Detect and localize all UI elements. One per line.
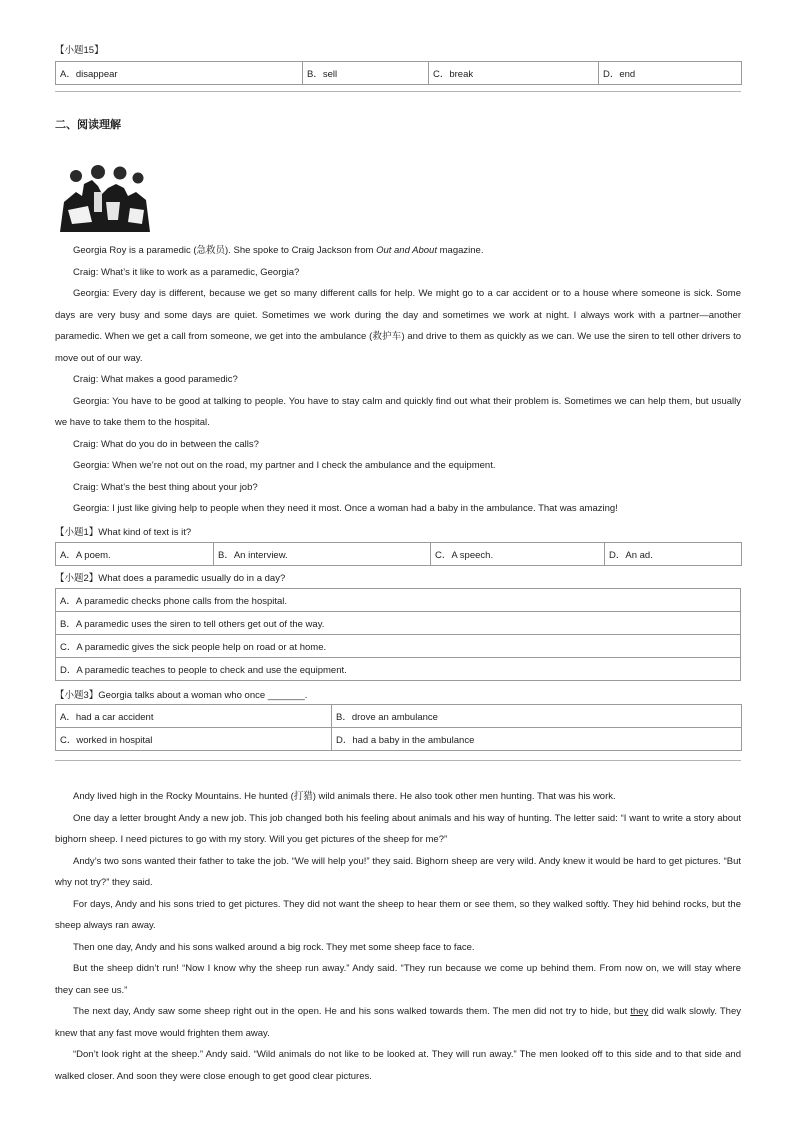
q15-option-b[interactable]: B．sell xyxy=(303,62,429,85)
paragraph: For days, Andy and his sons tried to get pictures. They did not want the sheep to hear them or see them, so they walked softly. They hid behind rocks, but the sheep always ran away. xyxy=(55,898,741,931)
q2-option-a[interactable]: A．A paramedic checks phone calls from the hospital. xyxy=(56,589,741,612)
paragraph: The next day, Andy saw some sheep right out in the open. He and his sons walked towards them. The men did not try to hide, but they did walk slowly. They knew that any fast move would frighten them away. xyxy=(55,1006,741,1039)
magazine-name: Out and About xyxy=(376,245,437,256)
dialogue-line: Craig: What makes a good paramedic? xyxy=(73,374,238,385)
q3-option-a[interactable]: A．had a car accident xyxy=(56,705,332,728)
q15-option-c[interactable]: C．break xyxy=(429,62,599,85)
dialogue-line: Craig: What’s the best thing about your job? xyxy=(73,481,258,493)
divider xyxy=(55,760,741,761)
paragraph: Andy’s two sons wanted their father to take the job. “We will help you!” they said. Bighorn sheep are very wild. Andy knew it would be hard to get pictures. “But why not try?” they said. xyxy=(55,855,741,888)
q3-option-c[interactable]: C．worked in hospital xyxy=(56,728,332,751)
paragraph: One day a letter brought Andy a new job. This job changed both his feeling about animals and his way of hunting. The letter said: “I want to write a story about bighorn sheep. I need pictures to go with my story. Will you get pictures of the sheep for me?” xyxy=(55,812,741,845)
q2-option-c[interactable]: C．A paramedic gives the sick people help on road or at home. xyxy=(56,635,741,658)
intro-text-a: Georgia Roy is a paramedic (急救员). She spoke to Craig Jackson from xyxy=(73,245,377,256)
paragraph: “Don’t look right at the sheep.” Andy said. “Wild animals do not like to be looked at. They will run away.” The men looked off to this side and to that side and walked closer. And soon they were close enough to get good clear pictures. xyxy=(55,1049,741,1082)
q3-options-table xyxy=(55,704,742,751)
section-title: 二、阅读理解 xyxy=(55,119,121,131)
passage2 xyxy=(55,786,741,1087)
q15-label: 【小题15】 xyxy=(55,45,104,56)
dialogue-line: Georgia: When we’re not out on the road, my partner and I check the ambulance and the equipment. xyxy=(73,460,496,471)
q1-options-table xyxy=(55,542,742,566)
paramedics-photo xyxy=(58,162,152,240)
q15-option-a[interactable]: A．disappear xyxy=(56,62,303,85)
q3-stem: 【小题3】Georgia talks about a woman who once _______. xyxy=(55,690,308,701)
underlined-word: they xyxy=(630,1006,649,1017)
passage1 xyxy=(55,240,741,520)
intro-text-b: magazine. xyxy=(436,245,484,256)
q1-option-c[interactable]: C．A speech. xyxy=(431,543,605,566)
dialogue-line: Craig: What do you do in between the calls? xyxy=(73,438,259,450)
q1-option-d[interactable]: D．An ad. xyxy=(605,543,742,566)
dialogue-line: Craig: What’s it like to work as a paramedic, Georgia? xyxy=(73,266,300,278)
divider xyxy=(55,91,741,92)
q1-stem: 【小题1】What kind of text is it? xyxy=(55,527,192,538)
q2-option-b[interactable]: B．A paramedic uses the siren to tell others get out of the way. xyxy=(56,612,741,635)
q2-stem: 【小题2】What does a paramedic usually do in a day? xyxy=(55,573,286,584)
q2-options-table xyxy=(55,588,741,681)
q3-option-d[interactable]: D．had a baby in the ambulance xyxy=(332,728,742,751)
passage1-intro xyxy=(55,240,741,262)
q15-option-d[interactable]: D．end xyxy=(599,62,742,85)
q15-options-table xyxy=(55,61,742,85)
dialogue-line: Georgia: You have to be good at talking to people. You have to stay calm and quickly find out what their problem is. Sometimes we can help them, but usually we have to take them to the hospital. xyxy=(55,395,741,428)
q2-option-d[interactable]: D．A paramedic teaches to people to check and use the equipment. xyxy=(56,658,741,681)
paragraph: But the sheep didn’t run! “Now I know why the sheep run away.” Andy said. “They run because we come up behind them. From now on, we will stay where they can see us.” xyxy=(55,963,741,996)
dialogue-line: Georgia: Every day is different, because we get so many different calls for help. We might go to a car accident or to a house where someone is sick. Some days are very busy and some days are quiet. Sometimes we work during the day and sometimes we work at night. I always work with a partner—another paramedic. When we get a call from someone, we get into the ambulance (救护车) and drive to them as quickly as we can. We use the siren to tell other drivers to move out of our way. xyxy=(55,288,741,364)
q3-option-b[interactable]: B．drove an ambulance xyxy=(332,705,742,728)
dialogue-line: Georgia: I just like giving help to people when they need it most. Once a woman had a baby in the ambulance. That was amazing! xyxy=(73,503,618,514)
paragraph: Then one day, Andy and his sons walked around a big rock. They met some sheep face to face. xyxy=(73,941,475,953)
q1-option-b[interactable]: B．An interview. xyxy=(214,543,431,566)
paragraph: Andy lived high in the Rocky Mountains. He hunted (打猎) wild animals there. He also took other men hunting. That was his work. xyxy=(73,791,616,802)
q1-option-a[interactable]: A．A poem. xyxy=(56,543,214,566)
